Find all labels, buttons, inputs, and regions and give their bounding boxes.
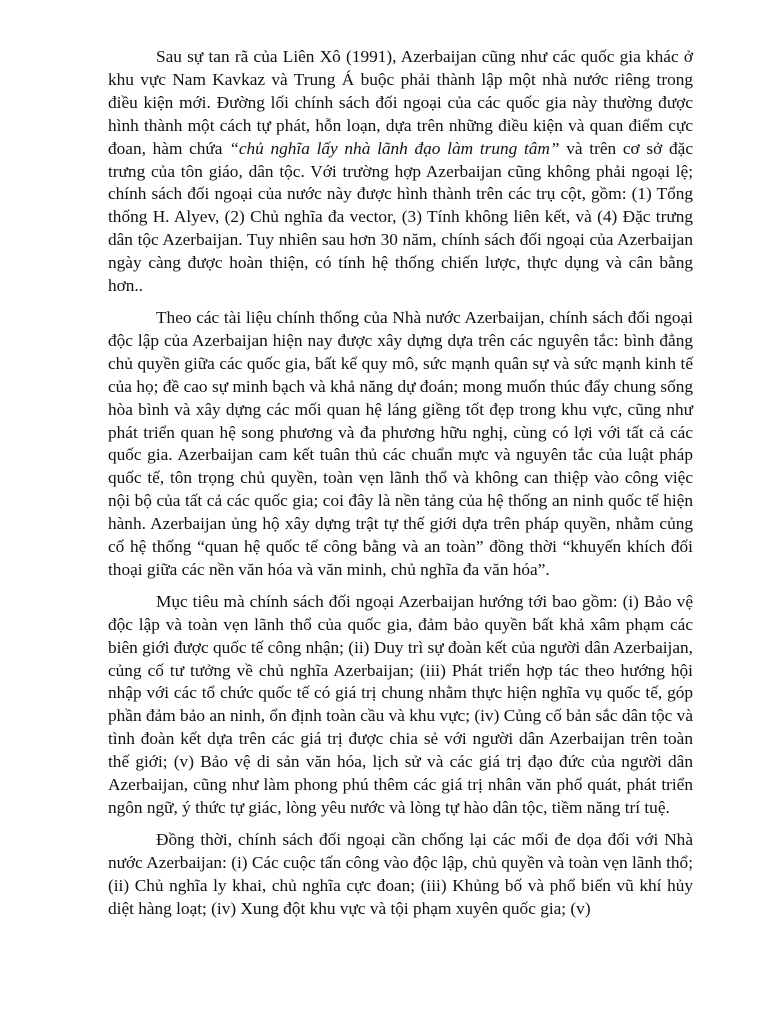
paragraph-1-italic-quote: “chủ nghĩa lấy nhà lãnh đạo làm trung tâm” xyxy=(229,138,560,158)
paragraph-1-text-after: và trên cơ sở đặc trưng của tôn giáo, dân tộc. Với trường hợp Azerbaijan cũng không phải ngoại lệ; chính sách đối ngoại của nước này được hình thành trên các trụ cột, gồm: (1) Tổng thống H. Alyev, (2) Chủ nghĩa đa vector, (3) Tính không liên kết, và (4) Đặc trưng dân tộc Azerbaijan. Tuy nhiên sau hơn 30 năm, chính sách đối ngoại của Azerbaijan ngày càng được hoàn thiện, có tính hệ thống chiến lược, thực dụng và cân bằng hơn.. xyxy=(108,138,693,296)
paragraph-2: Theo các tài liệu chính thống của Nhà nước Azerbaijan, chính sách đối ngoại độc lập của Azerbaijan hiện nay được xây dựng dựa trên các nguyên tắc: bình đẳng chủ quyền giữa các quốc gia, bất kể quy mô, sức mạnh quân sự và sức mạnh kinh tế của họ; đề cao sự minh bạch và khả năng dự đoán; mong muốn thúc đẩy chung sống hòa bình và xây dựng các mối quan hệ láng giềng tốt đẹp trong khu vực, cũng như phát triển quan hệ song phương và đa phương hữu nghị, cùng có lợi với tất cả các quốc gia. Azerbaijan cam kết tuân thủ các chuẩn mực và nguyên tắc của luật pháp quốc tế, tôn trọng chủ quyền, toàn vẹn lãnh thổ và không can thiệp vào công việc nội bộ của tất cả các quốc gia; coi đây là nền tảng của hệ thống an ninh quốc tế hiện hành. Azerbaijan ủng hộ xây dựng trật tự thế giới dựa trên pháp quyền, nhằm củng cố hệ thống “quan hệ quốc tế công bằng và an toàn” đồng thời “khuyến khích đối thoại giữa các nền văn hóa và văn minh, chủ nghĩa đa văn hóa”. xyxy=(108,307,693,579)
paragraph-3: Mục tiêu mà chính sách đối ngoại Azerbaijan hướng tới bao gồm: (i) Bảo vệ độc lập và toàn vẹn lãnh thổ của quốc gia, đảm bảo quyền bất khả xâm phạm các biên giới được quốc tế công nhận; (ii) Duy trì sự đoàn kết của người dân Azerbaijan, củng cố tư tưởng về chủ nghĩa Azerbaijan; (iii) Phát triển hợp tác theo hướng hội nhập với các tổ chức quốc tế có giá trị chung nhằm thực hiện nghĩa vụ quốc tế, góp phần đảm bảo an ninh, ổn định toàn cầu và khu vực; (iv) Củng cố bản sắc dân tộc và tình đoàn kết dựa trên các giá trị được chia sẻ với người dân Azerbaijan trên toàn thế giới; (v) Bảo vệ di sản văn hóa, lịch sử và các giá trị đạo đức của người dân Azerbaijan, cũng như làm phong phú thêm các giá trị nhân văn phổ quát, phát triển ngôn ngữ, ý thức tự giác, lòng yêu nước và lòng tự hào dân tộc, tiềm năng trí tuệ. xyxy=(108,591,693,817)
paragraph-1 xyxy=(108,46,693,298)
paragraph-4: Đồng thời, chính sách đối ngoại cần chống lại các mối đe dọa đối với Nhà nước Azerbaijan: (i) Các cuộc tấn công vào độc lập, chủ quyền và toàn vẹn lãnh thổ; (ii) Chủ nghĩa ly khai, chủ nghĩa cực đoan; (iii) Khủng bố và phổ biến vũ khí hủy diệt hàng loạt; (iv) Xung đột khu vực và tội phạm xuyên quốc gia; (v) xyxy=(108,829,693,918)
paragraph-1-text-before: Sau sự tan rã của Liên Xô (1991), Azerbaijan cũng như các quốc gia khác ở khu vực Nam Kavkaz và Trung Á buộc phải thành lập một nhà nước riêng trong điều kiện mới. Đường lối chính sách đối ngoại của các quốc gia này thường được hình thành một cách tự phát, hỗn loạn, dựa trên những điều kiện và quan điểm cực đoan, hàm chứa xyxy=(108,47,693,158)
document-page xyxy=(108,46,693,930)
